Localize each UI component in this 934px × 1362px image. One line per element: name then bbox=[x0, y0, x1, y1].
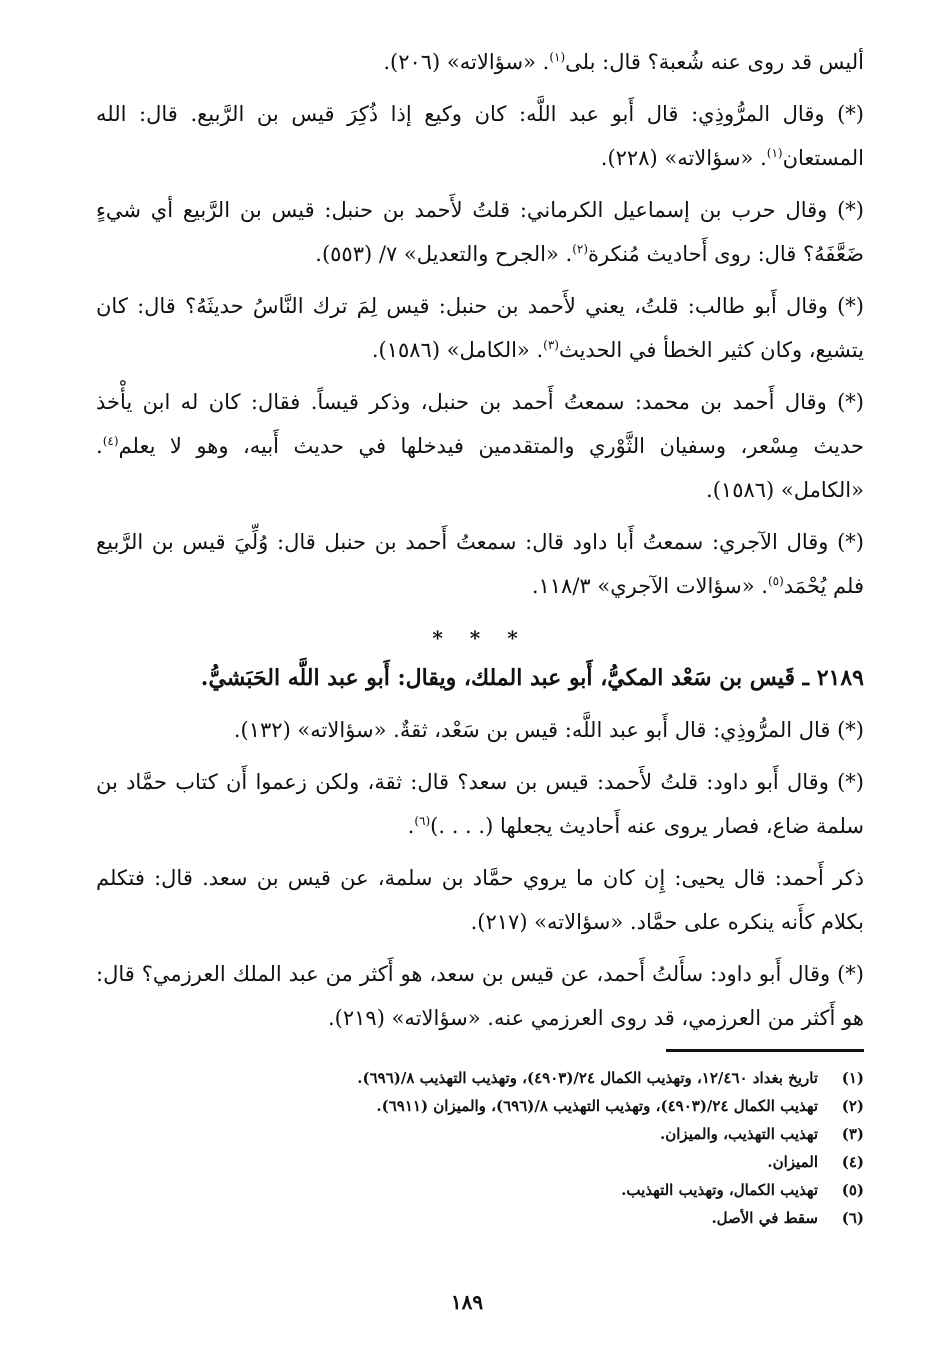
footnote-number: (١) bbox=[841, 1069, 864, 1087]
footnote bbox=[96, 1120, 864, 1148]
paragraph: ذكر أَحمد: قال يحيى: إِن كان ما يروي حمَّاد بن سلمة، عن قيس بن سعد. قال: فتكلم بكلام كأَنه ينكره على حمَّاد. «سؤالاته» (٢١٧). bbox=[96, 866, 864, 934]
paragraph: (*) وقال أَبو داود: قلتُ لأَحمد: قيس بن سعد؟ قال: ثقة، ولكن زعموا أَن كتاب حمَّاد بن سلمة ضاع، فصار يروى عنه أَحاديث يجعلها (. . . .)$^{(٦)}$. bbox=[96, 770, 864, 838]
footnote bbox=[96, 1064, 864, 1092]
paragraph: (*) وقال أَحمد بن محمد: سمعتُ أَحمد بن حنبل، وذكر قيساً. فقال: كان له ابن يأْخذ حديث مِسْعر، وسفيان الثَّوْري والمتقدمين فيدخلها في حديث أَبيه، وهو لا يعلم$^{(٤)}$. «الكامل» (١٥٨٦). bbox=[96, 390, 864, 502]
footnote-ref: (٦) bbox=[414, 814, 431, 828]
paragraph: (*) وقال الآجري: سمعتُ أَبا داود قال: سمعتُ أَحمد بن حنبل قال: وُلِّيَ قيس بن الرَّبيع فلم يُحْمَد$^{(٥)}$. «سؤالات الآجري» ١١٨/٣. bbox=[96, 530, 864, 598]
paragraph: أليس قد روى عنه شُعبة؟ قال: بلى$^{(١)}$. «سؤالاته» (٢٠٦). bbox=[383, 50, 864, 74]
paragraph: (*) وقال حرب بن إسماعيل الكرماني: قلتُ لأَحمد بن حنبل: قيس بن الرَّبيع أي شيءٍ ضَعَّفَهُ؟ قال: روى أَحاديث مُنكرة$^{(٢)}$. «الجرح والتعديل» ٧/ (٥٥٣). bbox=[96, 198, 864, 266]
footnote-ref: (٥) bbox=[767, 574, 784, 588]
footnote-number: (٤) bbox=[841, 1153, 864, 1171]
footnote-ref: (٢) bbox=[572, 242, 589, 256]
paragraph: (*) قال المرُّوذِي: قال أَبو عبد اللَّه: قيس بن سَعْد، ثقةٌ. «سؤالاته» (١٣٢). bbox=[233, 718, 864, 742]
footnote-text: تاريخ بغداد ١٢/٤٦٠، وتهذيب الكمال ٢٤/(٤٩٠٣)، وتهذيب التهذيب ٨/(٦٩٦). bbox=[357, 1069, 818, 1087]
footnote-divider bbox=[666, 1049, 864, 1052]
footnote-text: تهذيب الكمال، وتهذيب التهذيب. bbox=[621, 1181, 818, 1199]
footnote-number: (٣) bbox=[841, 1125, 864, 1143]
footnote bbox=[96, 1148, 864, 1176]
footnote-number: (٥) bbox=[841, 1181, 864, 1199]
footnote-ref: (١) bbox=[549, 50, 566, 64]
footnote-text: تهذيب الكمال ٢٤/(٤٩٠٣)، وتهذيب التهذيب ٨/(٦٩٦)، والميزان (٦٩١١). bbox=[376, 1097, 818, 1115]
footnote-number: (٦) bbox=[841, 1209, 864, 1227]
footnote-text: الميزان. bbox=[767, 1153, 818, 1171]
paragraph: (*) وقال أَبو داود: سأَلتُ أَحمد، عن قيس بن سعد، هو أَكثر من عبد الملك العرزمي؟ قال: هو أَكثر من العرزمي، قد روى العرزمي عنه. «سؤالاته» (٢١٩). bbox=[96, 962, 864, 1030]
footnote bbox=[96, 1204, 864, 1232]
paragraph: (*) وقال أَبو طالب: قلتُ، يعني لأَحمد بن حنبل: قيس لِمَ ترك النَّاسُ حديثَهُ؟ قال: كان يتشيع، وكان كثير الخطأ في الحديث$^{(٣)}$. «الكامل» (١٥٨٦). bbox=[96, 294, 865, 362]
main-text bbox=[96, 40, 864, 1048]
entry-title: ٢١٨٩ ـ قَيس بن سَعْد المكيُّ، أَبو عبد الملك، ويقال: أَبو عبد اللَّه الحَبَشيُّ. bbox=[200, 665, 864, 691]
footnote-text: سقط في الأصل. bbox=[711, 1209, 818, 1227]
footnote bbox=[96, 1176, 864, 1204]
footnote-ref: (٣) bbox=[543, 338, 559, 352]
section-separator: * * * bbox=[432, 626, 528, 650]
footnote-ref: (٤) bbox=[102, 434, 119, 448]
paragraph: (*) وقال المرُّوذِي: قال أَبو عبد اللَّه: كان وكيع إذا ذُكِرَ قيس بن الرَّبيع. قال: الله المستعان$^{(١)}$. «سؤالاته» (٢٢٨). bbox=[96, 102, 864, 170]
footnote-text: تهذيب التهذيب، والميزان. bbox=[660, 1125, 818, 1143]
footnote-ref: (١) bbox=[766, 146, 783, 160]
footnote bbox=[96, 1092, 864, 1120]
footnotes bbox=[96, 1064, 864, 1232]
page-number: ١٨٩ bbox=[450, 1290, 484, 1314]
footnote-number: (٢) bbox=[841, 1097, 864, 1115]
